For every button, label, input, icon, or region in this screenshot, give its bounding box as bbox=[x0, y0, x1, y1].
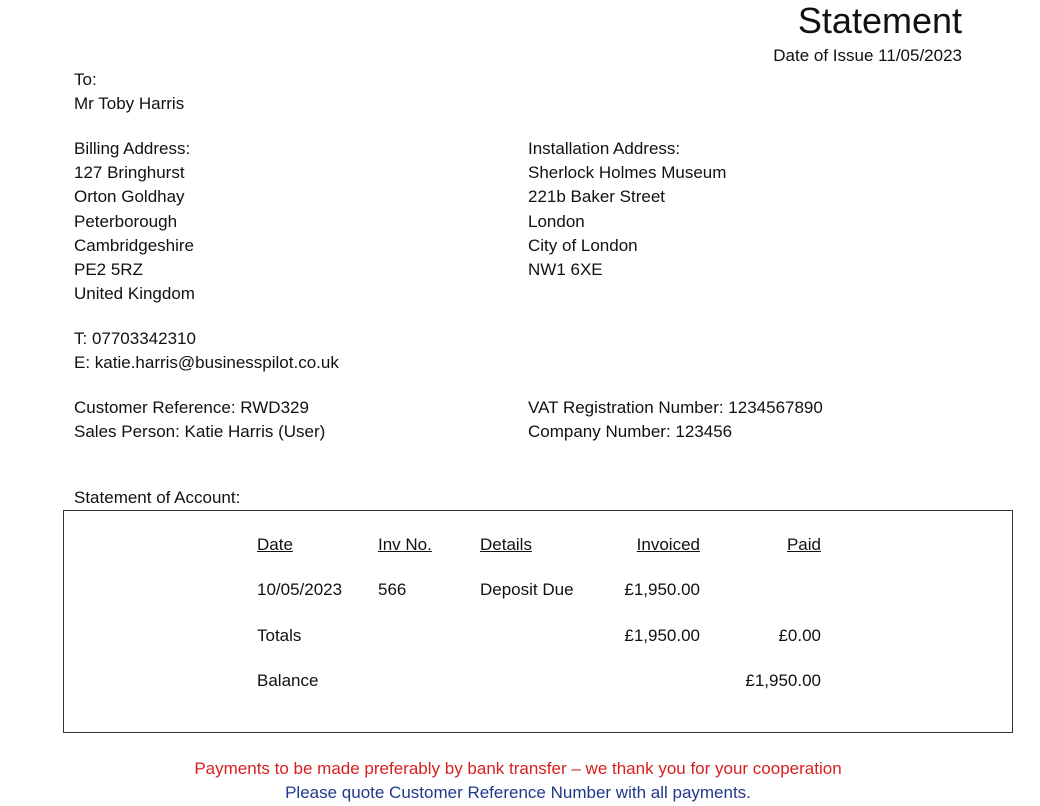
sales-person: Sales Person: Katie Harris (User) bbox=[74, 422, 326, 442]
company-reference-block bbox=[528, 396, 823, 444]
issue-date: 11/05/2023 bbox=[878, 46, 962, 65]
email-address: E: katie.harris@businesspilot.co.uk bbox=[74, 353, 339, 373]
billing-line: PE2 5RZ bbox=[74, 260, 143, 280]
statement-of-account-label: Statement of Account: bbox=[74, 488, 241, 507]
billing-address bbox=[74, 137, 195, 306]
table-cell-details: Deposit Due bbox=[480, 580, 574, 599]
totals-label: Totals bbox=[257, 626, 302, 645]
installation-line: Sherlock Holmes Museum bbox=[528, 163, 727, 183]
billing-line: Cambridgeshire bbox=[74, 235, 194, 255]
recipient-name: Mr Toby Harris bbox=[74, 94, 185, 114]
column-header-invoiced: Invoiced bbox=[636, 535, 700, 554]
table-cell-date: 10/05/2023 bbox=[257, 580, 343, 599]
balance-label: Balance bbox=[257, 671, 319, 690]
billing-address-label: Billing Address: bbox=[74, 139, 191, 158]
recipient-block bbox=[74, 68, 184, 116]
column-header-inv-no: Inv No. bbox=[378, 535, 432, 554]
totals-invoiced: £1,950.00 bbox=[624, 626, 700, 645]
column-header-paid: Paid bbox=[786, 535, 821, 554]
vat-registration-number: VAT Registration Number: 1234567890 bbox=[528, 398, 823, 417]
customer-reference-block bbox=[74, 396, 325, 444]
reference-note: Please quote Customer Reference Number with all payments. bbox=[285, 783, 751, 802]
balance-value: £1,950.00 bbox=[745, 671, 821, 690]
billing-line: 127 Bringhurst bbox=[74, 163, 185, 183]
installation-address-label: Installation Address: bbox=[528, 139, 681, 158]
issue-label: Date of Issue bbox=[773, 46, 874, 65]
statement-title: Statement bbox=[797, 0, 962, 41]
contact-block bbox=[74, 327, 339, 375]
billing-line: United Kingdom bbox=[74, 284, 195, 304]
column-header-date: Date bbox=[257, 535, 293, 554]
phone-number: T: 07703342310 bbox=[74, 329, 196, 348]
installation-line: London bbox=[528, 211, 585, 231]
payment-note: Payments to be made preferably by bank transfer – we thank you for your cooperation bbox=[194, 759, 842, 778]
company-number: Company Number: 123456 bbox=[528, 422, 733, 442]
installation-line: NW1 6XE bbox=[528, 260, 603, 280]
billing-line: Orton Goldhay bbox=[74, 187, 185, 207]
table-cell-inv-no: 566 bbox=[378, 580, 407, 599]
totals-paid: £0.00 bbox=[778, 626, 821, 645]
installation-address bbox=[528, 137, 726, 282]
installation-line: City of London bbox=[528, 235, 638, 255]
column-header-details: Details bbox=[480, 535, 532, 554]
to-label: To: bbox=[74, 70, 97, 89]
statement-table bbox=[63, 510, 1013, 733]
date-of-issue bbox=[773, 45, 962, 67]
table-cell-invoiced: £1,950.00 bbox=[624, 580, 700, 599]
customer-reference: Customer Reference: RWD329 bbox=[74, 398, 309, 417]
billing-line: Peterborough bbox=[74, 211, 178, 231]
installation-line: 221b Baker Street bbox=[528, 187, 666, 207]
